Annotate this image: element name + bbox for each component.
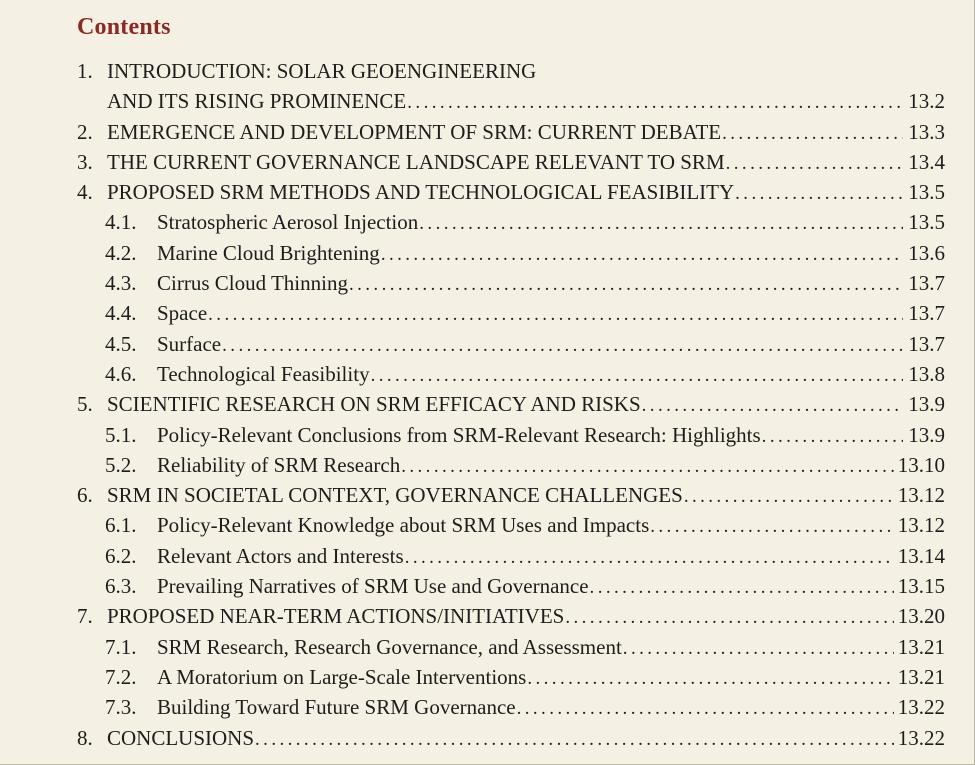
toc-entry-title: Space	[157, 301, 208, 326]
toc-entry-number: 7.3.	[105, 695, 137, 720]
toc-page-number: 13.9	[908, 392, 945, 417]
toc-entry-number: 5.2.	[105, 452, 137, 477]
toc-entry-title: INTRODUCTION: SOLAR GEOENGINEERING	[107, 59, 537, 83]
toc-entry-title: Cirrus Cloud Thinning	[157, 271, 348, 296]
toc-entry-number: 4.3.	[105, 271, 137, 296]
toc-entry-8[interactable]	[77, 723, 945, 753]
toc-entry-title: SRM Research, Research Governance, and Assessment	[157, 634, 622, 659]
toc-page-number: 13.5	[908, 180, 945, 205]
toc-entry-7-1[interactable]	[77, 632, 945, 662]
toc-entry-7[interactable]	[77, 601, 945, 631]
toc-entry-6-1[interactable]	[77, 510, 945, 540]
toc-entry-number: 8.	[77, 725, 93, 750]
toc-page-number: 13.20	[897, 604, 945, 629]
toc-page-number: 13.8	[908, 361, 945, 386]
toc-entry-title: EMERGENCE AND DEVELOPMENT OF SRM: CURRENT DEBATE	[107, 119, 722, 144]
toc-entry-title: THE CURRENT GOVERNANCE LANDSCAPE RELEVANT TO SRM	[107, 149, 725, 174]
toc-page-number: 13.9	[908, 422, 945, 447]
toc-page-number: 13.21	[897, 634, 945, 659]
toc-entry-number: 4.6.	[105, 361, 137, 386]
toc-entry-number: 4.2.	[105, 240, 137, 265]
toc-entry-title: Surface	[157, 331, 222, 356]
toc-page-number: 13.22	[897, 695, 945, 720]
toc-entry-title: Marine Cloud Brightening	[157, 240, 380, 265]
dot-leader	[405, 543, 894, 573]
toc-entry-4[interactable]	[77, 177, 945, 207]
dot-leader	[684, 482, 894, 512]
dot-leader	[527, 664, 893, 694]
toc-entry-4-3[interactable]	[77, 268, 945, 298]
dot-leader	[407, 88, 903, 118]
toc-entry-title: CONCLUSIONS	[107, 725, 255, 750]
dot-leader	[371, 361, 903, 391]
toc-entry-5-2[interactable]	[77, 450, 945, 480]
toc-entry-number: 1.	[77, 59, 93, 83]
toc-entry-number: 4.5.	[105, 331, 137, 356]
toc-entry-5-1[interactable]	[77, 420, 945, 450]
toc-entry-title: SCIENTIFIC RESEARCH ON SRM EFFICACY AND RISKS	[107, 392, 641, 417]
dot-leader	[762, 422, 903, 452]
toc-page-number: 13.15	[897, 574, 945, 599]
dot-leader	[650, 512, 894, 542]
toc-entry-7-2[interactable]	[77, 662, 945, 692]
toc-entry-title: PROPOSED NEAR-TERM ACTIONS/INITIATIVES	[107, 604, 565, 629]
toc-entry-title: Prevailing Narratives of SRM Use and Governance	[157, 574, 589, 599]
toc-entry-2[interactable]	[77, 117, 945, 147]
toc-entry-number: 7.	[77, 604, 93, 629]
toc-entry-title: Policy-Relevant Knowledge about SRM Uses and Impacts	[157, 513, 650, 538]
toc-page-number: 13.6	[908, 240, 945, 265]
dot-leader	[208, 300, 903, 330]
toc-entry-4-1[interactable]	[77, 207, 945, 237]
toc-entry-4-2[interactable]	[77, 238, 945, 268]
dot-leader	[642, 391, 903, 421]
toc-entry-6-3[interactable]	[77, 571, 945, 601]
dot-leader	[401, 452, 894, 482]
toc-entry-number: 4.1.	[105, 210, 137, 235]
dot-leader	[590, 573, 894, 603]
toc-entry-title: PROPOSED SRM METHODS AND TECHNOLOGICAL FEASIBILITY	[107, 180, 735, 205]
dot-leader	[565, 603, 893, 633]
toc-entry-number: 6.	[77, 483, 93, 508]
dot-leader	[623, 634, 894, 664]
toc-entry-4-4[interactable]	[77, 298, 945, 328]
table-of-contents	[77, 56, 945, 753]
toc-page-number: 13.12	[897, 513, 945, 538]
toc-page-number: 13.7	[908, 271, 945, 296]
dot-leader	[381, 240, 903, 270]
toc-entry-title: Relevant Actors and Interests	[157, 543, 404, 568]
toc-entry-number: 5.1.	[105, 422, 137, 447]
toc-entry-6[interactable]	[77, 480, 945, 510]
toc-page-number: 13.7	[908, 301, 945, 326]
toc-entry-number: 6.1.	[105, 513, 137, 538]
toc-entry-4-5[interactable]	[77, 329, 945, 359]
toc-page-number: 13.12	[897, 483, 945, 508]
toc-page-number: 13.4	[908, 149, 945, 174]
dot-leader	[722, 119, 903, 149]
toc-entry-1[interactable]	[77, 86, 945, 116]
dot-leader	[349, 270, 903, 300]
toc-page-number: 13.22	[897, 725, 945, 750]
toc-page-number: 13.7	[908, 331, 945, 356]
dot-leader	[419, 209, 903, 239]
toc-entry-title: A Moratorium on Large-Scale Interventions	[157, 664, 527, 689]
toc-entry-title: Technological Feasibility	[157, 361, 370, 386]
toc-entry-number: 4.	[77, 180, 93, 205]
toc-page-number: 13.21	[897, 664, 945, 689]
dot-leader	[735, 179, 903, 209]
toc-entry-1-line-1	[77, 56, 945, 86]
toc-entry-number: 2.	[77, 119, 93, 144]
toc-entry-number: 7.2.	[105, 664, 137, 689]
toc-page-number: 13.5	[908, 210, 945, 235]
toc-entry-7-3[interactable]	[77, 692, 945, 722]
toc-entry-number: 7.1.	[105, 634, 137, 659]
toc-page-number: 13.2	[908, 89, 945, 114]
toc-entry-title: AND ITS RISING PROMINENCE	[107, 89, 407, 114]
toc-entry-title: Stratospheric Aerosol Injection	[157, 210, 419, 235]
dot-leader	[517, 694, 894, 724]
toc-entry-title: SRM IN SOCIETAL CONTEXT, GOVERNANCE CHALLENGES	[107, 483, 683, 508]
toc-page-number: 13.3	[908, 119, 945, 144]
toc-entry-4-6[interactable]	[77, 359, 945, 389]
toc-entry-title: Building Toward Future SRM Governance	[157, 695, 516, 720]
dot-leader	[255, 725, 894, 755]
dot-leader	[726, 149, 903, 179]
toc-entry-number: 3.	[77, 149, 93, 174]
dot-leader	[222, 331, 903, 361]
toc-entry-6-2[interactable]	[77, 541, 945, 571]
toc-entry-number: 6.2.	[105, 543, 137, 568]
toc-entry-title: Policy-Relevant Conclusions from SRM-Relevant Research: Highlights	[157, 422, 761, 447]
toc-entry-number: 4.4.	[105, 301, 137, 326]
toc-entry-number: 6.3.	[105, 574, 137, 599]
toc-entry-title: Reliability of SRM Research	[157, 452, 401, 477]
toc-page-number: 13.14	[897, 543, 945, 568]
toc-entry-number: 5.	[77, 392, 93, 417]
contents-heading: Contents	[77, 14, 171, 40]
toc-entry-5[interactable]	[77, 389, 945, 419]
toc-page-number: 13.10	[897, 452, 945, 477]
toc-entry-3[interactable]	[77, 147, 945, 177]
